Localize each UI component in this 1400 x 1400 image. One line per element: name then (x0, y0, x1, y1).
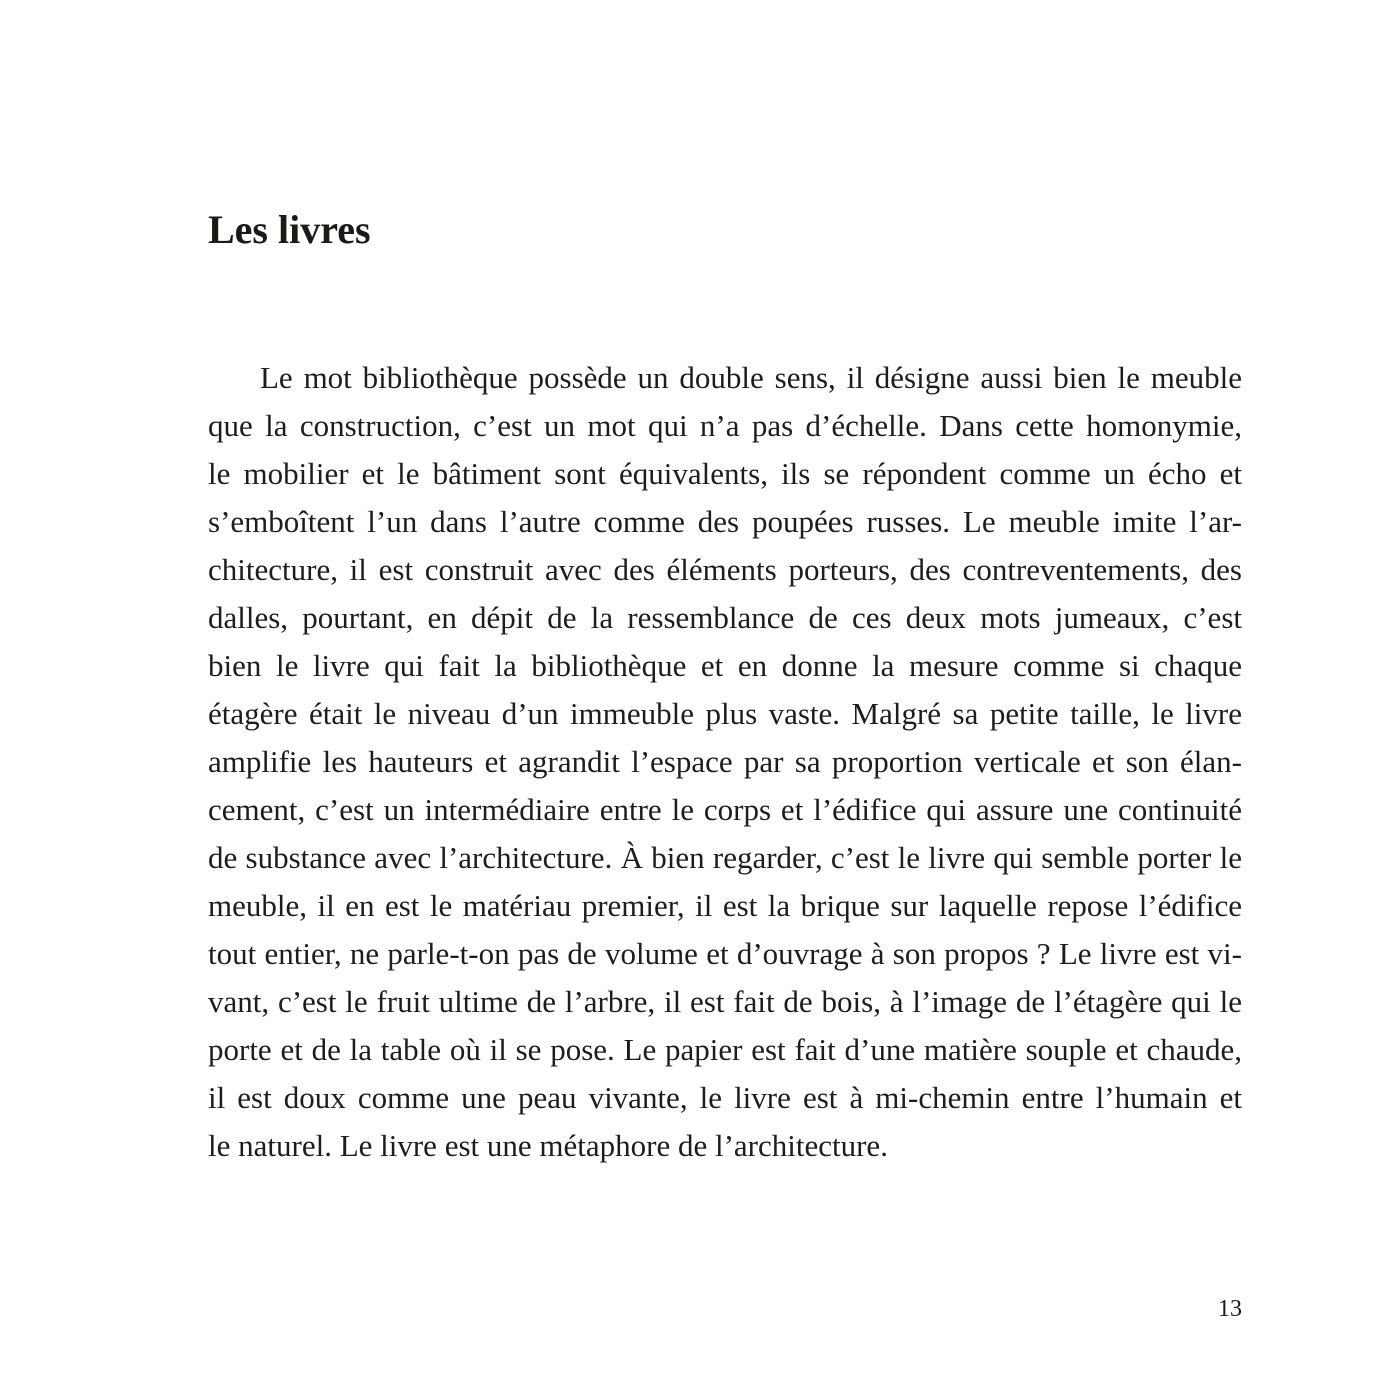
paragraph-line: bien le livre qui fait la bibliothèque et en donne la mesure comme si chaque (208, 648, 1242, 683)
paragraph-line: le naturel. Le livre est une métaphore de l’architecture. (208, 1128, 888, 1163)
paragraph-line: cement, c’est un intermédiaire entre le corps et l’édifice qui assure une continuité (208, 792, 1242, 827)
body-paragraph (208, 354, 1242, 1170)
paragraph-line: étagère était le niveau d’un immeuble plus vaste. Malgré sa petite taille, le livre (208, 696, 1242, 731)
paragraph-line: que la construction, c’est un mot qui n’a pas d’échelle. Dans cette homonymie, (208, 408, 1242, 443)
paragraph-line: porte et de la table où il se pose. Le papier est fait d’une matière souple et chaude, (208, 1032, 1242, 1067)
page-number: 13 (1218, 1296, 1242, 1322)
paragraph-line: tout entier, ne parle-t-on pas de volume et d’ouvrage à son propos ? Le livre est vi- (208, 936, 1242, 971)
paragraph-line: meuble, il en est le matériau premier, il est la brique sur laquelle repose l’édifice (208, 888, 1242, 923)
paragraph-line: s’emboîtent l’un dans l’autre comme des poupées russes. Le meuble imite l’ar- (208, 504, 1242, 539)
paragraph-line: il est doux comme une peau vivante, le livre est à mi-chemin entre l’humain et (208, 1080, 1242, 1115)
paragraph-line: dalles, pourtant, en dépit de la ressemblance de ces deux mots jumeaux, c’est (208, 600, 1242, 635)
paragraph-line: de substance avec l’architecture. À bien regarder, c’est le livre qui semble porter le (208, 840, 1242, 875)
paragraph-line: Le mot bibliothèque possède un double sens, il désigne aussi bien le meuble (260, 360, 1242, 395)
paragraph-line: chitecture, il est construit avec des éléments porteurs, des contreventements, des (208, 552, 1242, 587)
paragraph-line: amplifie les hauteurs et agrandit l’espace par sa proportion verticale et son élan- (208, 744, 1242, 779)
chapter-title: Les livres (208, 207, 371, 252)
paragraph-line: vant, c’est le fruit ultime de l’arbre, il est fait de bois, à l’image de l’étagère qui le (208, 984, 1242, 1019)
paragraph-line: le mobilier et le bâtiment sont équivalents, ils se répondent comme un écho et (208, 456, 1242, 491)
